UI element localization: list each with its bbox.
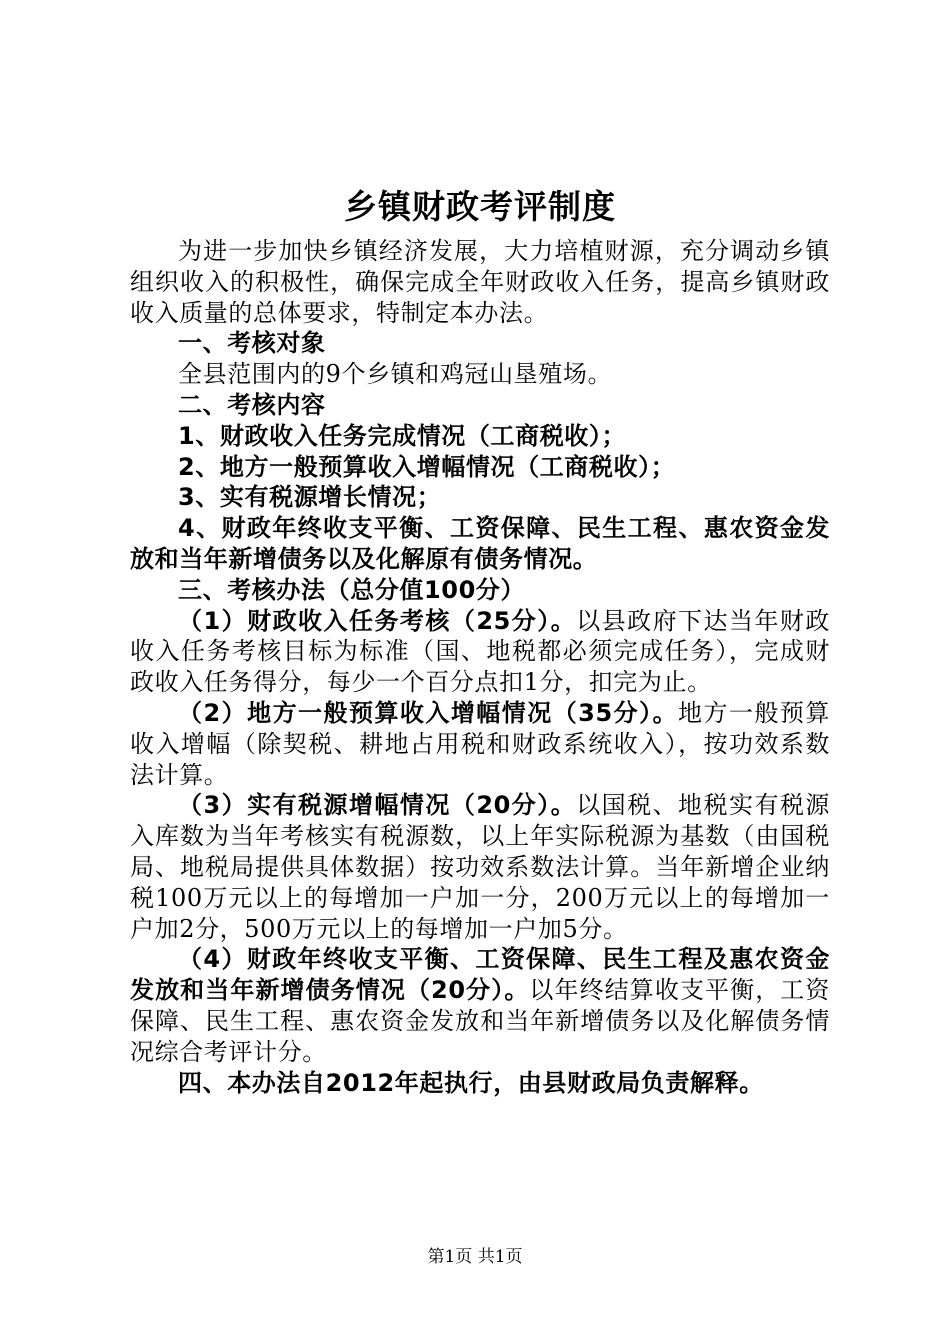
section-heading-methods: 三、考核办法（总分值100分）: [178, 575, 526, 604]
content-item: 4、财政年终收支平衡、工资保障、民生工程、惠农资金发放和当年新增债务以及化解原有债务情况。: [130, 514, 830, 573]
method-text: 以年终结算收支平衡，工资保障、民生工程、惠农资金发放和当年新增债务以及化解债务情况综合考评计分。: [130, 976, 830, 1066]
document-body: [130, 182, 830, 1098]
method-paragraph: [130, 790, 830, 944]
section-text-objects: 全县范围内的9个乡镇和鸡冠山垦殖场。: [178, 360, 613, 389]
method-text: 以国税、地税实有税源入库数为当年考核实有税源数，以上年实际税源为基数（由国税局、地税局提供具体数据）按功效系数法计算。当年新增企业纳税100万元以上的每增加一户加一分，200万元以上的每增加一户加2分，500万元以上的每增加一户加5分。: [130, 791, 830, 943]
intro-paragraph: 为进一步加快乡镇经济发展，大力培植财源，充分调动乡镇组织收入的积极性，确保完成全年财政收入任务，提高乡镇财政收入质量的总体要求，特制定本办法。: [130, 237, 830, 327]
method-text: 以县政府下达当年财政收入任务考核目标为标准（国、地税都必须完成任务），完成财政收入任务得分，每少一个百分点扣1分，扣完为止。: [130, 606, 830, 697]
method-paragraph: [130, 698, 830, 790]
method-lead: （1）财政收入任务考核（25分）。: [178, 606, 577, 635]
section-heading-content: 二、考核内容: [178, 390, 326, 419]
method-text: 地方一般预算收入增幅（除契税、耕地占用税和财政系统收入），按功效系数法计算。: [130, 698, 830, 789]
method-paragraph: [130, 944, 830, 1067]
content-item: 3、实有税源增长情况；: [178, 483, 442, 512]
page-footer: 第1页 共1页: [427, 1247, 523, 1267]
section-heading-objects: 一、考核对象: [178, 329, 326, 358]
document-title: 乡镇财政考评制度: [344, 187, 616, 226]
section-final-statement: 四、本办法自2012年起执行，由县财政局负责解释。: [178, 1068, 764, 1097]
method-paragraph: [130, 606, 830, 698]
method-lead: （4）财政年终收支平衡、工资保障、民生工程及惠农资金发放和当年新增债务情况（20分）。: [130, 945, 830, 1005]
method-lead: （2）地方一般预算收入增幅情况（35分）。: [178, 698, 679, 727]
method-lead: （3）实有税源增幅情况（20分）。: [178, 791, 577, 820]
content-item: 2、地方一般预算收入增幅情况（工商税收）；: [178, 452, 676, 481]
content-item: 1、财政收入任务完成情况（工商税收）；: [178, 421, 627, 450]
